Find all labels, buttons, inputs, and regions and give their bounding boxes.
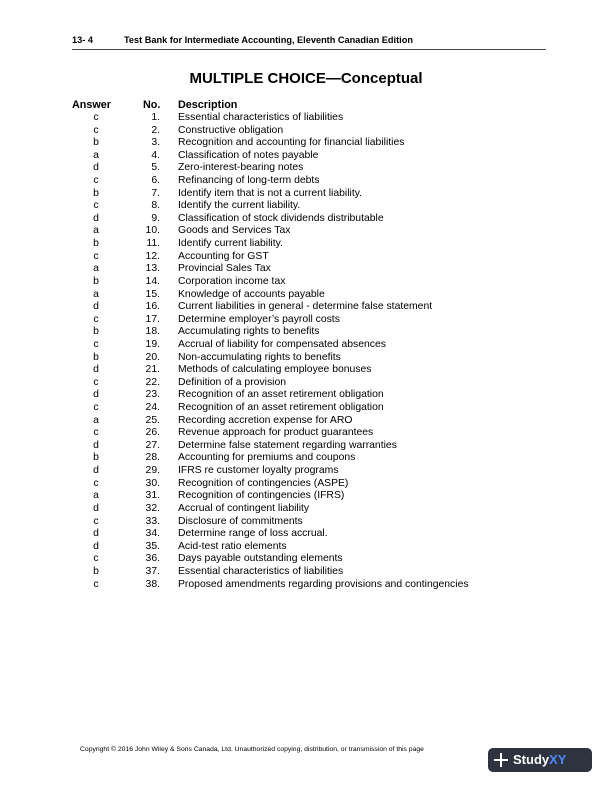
- description-cell: Essential characteristics of liabilities: [178, 565, 344, 577]
- question-row: [0, 125, 612, 138]
- answer-cell: c: [93, 553, 99, 565]
- question-row: [0, 352, 612, 365]
- page-number: 13- 4: [72, 35, 93, 45]
- answer-cell: d: [93, 301, 99, 313]
- question-row: [0, 364, 612, 377]
- question-number-cell: 13.: [145, 263, 160, 275]
- description-cell: Disclosure of commitments: [178, 515, 303, 527]
- question-row: [0, 465, 612, 478]
- description-cell: Accounting for GST: [178, 250, 269, 262]
- description-cell: Classification of stock dividends distributable: [178, 212, 384, 224]
- question-number-cell: 2.: [151, 124, 160, 136]
- answer-cell: d: [93, 502, 99, 514]
- description-cell: Accrual of liability for compensated absences: [178, 338, 386, 350]
- question-number-cell: 38.: [145, 578, 160, 590]
- question-number-cell: 19.: [145, 338, 160, 350]
- description-cell: Recognition of contingencies (IFRS): [178, 490, 345, 502]
- answer-cell: d: [93, 528, 99, 540]
- answer-cell: c: [93, 427, 99, 439]
- question-number-cell: 14.: [145, 275, 160, 287]
- number-column-header: No.: [143, 99, 161, 111]
- description-cell: IFRS re customer loyalty programs: [178, 465, 339, 477]
- description-cell: Recognition of contingencies (ASPE): [178, 477, 349, 489]
- question-row: [0, 478, 612, 491]
- question-row: [0, 553, 612, 566]
- question-number-cell: 28.: [145, 452, 160, 464]
- question-row: [0, 415, 612, 428]
- answer-cell: c: [93, 578, 99, 590]
- answer-cell: d: [93, 439, 99, 451]
- description-cell: Non-accumulating rights to benefits: [178, 351, 341, 363]
- question-number-cell: 35.: [145, 540, 160, 552]
- question-row: [0, 452, 612, 465]
- answer-cell: d: [93, 540, 99, 552]
- question-row: [0, 200, 612, 213]
- description-cell: Proposed amendments regarding provisions and contingencies: [178, 578, 469, 590]
- description-cell: Recognition of an asset retirement obligation: [178, 389, 384, 401]
- question-row: [0, 427, 612, 440]
- description-cell: Identify the current liability.: [178, 200, 301, 212]
- question-list: [0, 112, 612, 591]
- question-number-cell: 18.: [145, 326, 160, 338]
- book-title: Test Bank for Intermediate Accounting, Eleventh Canadian Edition: [124, 35, 413, 45]
- question-number-cell: 10.: [145, 225, 160, 237]
- question-row: [0, 566, 612, 579]
- brand-text-xy: XY: [549, 752, 567, 767]
- description-cell: Determine range of loss accrual.: [178, 528, 328, 540]
- description-cell: Refinancing of long-term debts: [178, 175, 320, 187]
- answer-cell: d: [93, 389, 99, 401]
- answer-cell: a: [93, 263, 99, 275]
- question-number-cell: 21.: [145, 364, 160, 376]
- description-cell: Recording accretion expense for ARO: [178, 414, 353, 426]
- question-row: [0, 516, 612, 529]
- question-number-cell: 33.: [145, 515, 160, 527]
- answer-cell: c: [93, 124, 99, 136]
- copyright-footer: Copyright © 2016 John Wiley & Sons Canada, Ltd. Unauthorized copying, distribution, or transmission of this page: [80, 746, 424, 753]
- question-row: [0, 289, 612, 302]
- answer-cell: b: [93, 137, 99, 149]
- question-number-cell: 26.: [145, 427, 160, 439]
- question-row: [0, 579, 612, 592]
- answer-cell: b: [93, 565, 99, 577]
- question-number-cell: 17.: [145, 313, 160, 325]
- question-row: [0, 440, 612, 453]
- question-number-cell: 37.: [145, 565, 160, 577]
- question-number-cell: 24.: [145, 402, 160, 414]
- answer-cell: b: [93, 275, 99, 287]
- question-number-cell: 16.: [145, 301, 160, 313]
- question-row: [0, 162, 612, 175]
- answer-cell: b: [93, 326, 99, 338]
- question-number-cell: 36.: [145, 553, 160, 565]
- answer-cell: d: [93, 364, 99, 376]
- question-row: [0, 490, 612, 503]
- section-title: MULTIPLE CHOICE—Conceptual: [189, 70, 423, 87]
- description-cell: Current liabilities in general - determine false statement: [178, 301, 433, 313]
- description-cell: Acid-test ratio elements: [178, 540, 287, 552]
- description-cell: Goods and Services Tax: [178, 225, 291, 237]
- answer-cell: d: [93, 162, 99, 174]
- question-number-cell: 7.: [151, 187, 160, 199]
- question-number-cell: 34.: [145, 528, 160, 540]
- question-number-cell: 31.: [145, 490, 160, 502]
- question-row: [0, 389, 612, 402]
- answer-cell: c: [93, 338, 99, 350]
- description-cell: Corporation income tax: [178, 275, 286, 287]
- question-number-cell: 1.: [151, 112, 160, 123]
- description-cell: Recognition and accounting for financial liabilities: [178, 137, 405, 149]
- description-column-header: Description: [178, 99, 238, 111]
- question-row: [0, 314, 612, 327]
- answer-cell: c: [93, 175, 99, 187]
- answer-cell: b: [93, 187, 99, 199]
- description-cell: Constructive obligation: [178, 124, 284, 136]
- description-cell: Determine false statement regarding warranties: [178, 439, 397, 451]
- question-row: [0, 301, 612, 314]
- question-number-cell: 6.: [151, 175, 160, 187]
- question-row: [0, 137, 612, 150]
- question-number-cell: 9.: [151, 212, 160, 224]
- answer-cell: c: [93, 477, 99, 489]
- description-cell: Provincial Sales Tax: [178, 263, 271, 275]
- answer-cell: b: [93, 351, 99, 363]
- question-row: [0, 541, 612, 554]
- question-row: [0, 213, 612, 226]
- studyxy-badge[interactable]: [488, 748, 592, 772]
- answer-cell: a: [93, 490, 99, 502]
- answer-cell: c: [93, 112, 99, 123]
- answer-cell: c: [93, 376, 99, 388]
- description-cell: Recognition of an asset retirement obligation: [178, 402, 384, 414]
- description-cell: Zero-interest-bearing notes: [178, 162, 304, 174]
- description-cell: Definition of a provision: [178, 376, 287, 388]
- question-row: [0, 263, 612, 276]
- page-header: [72, 35, 546, 50]
- question-row: [0, 150, 612, 163]
- question-row: [0, 377, 612, 390]
- question-row: [0, 326, 612, 339]
- answer-cell: b: [93, 238, 99, 250]
- question-row: [0, 528, 612, 541]
- question-row: [0, 188, 612, 201]
- answer-cell: b: [93, 452, 99, 464]
- answer-cell: c: [93, 515, 99, 527]
- question-row: [0, 402, 612, 415]
- question-number-cell: 22.: [145, 376, 160, 388]
- description-cell: Essential characteristics of liabilities: [178, 112, 344, 123]
- question-row: [0, 503, 612, 516]
- question-number-cell: 30.: [145, 477, 160, 489]
- question-row: [0, 112, 612, 125]
- question-number-cell: 32.: [145, 502, 160, 514]
- question-number-cell: 11.: [146, 238, 160, 250]
- description-cell: Accumulating rights to benefits: [178, 326, 320, 338]
- plus-icon: [494, 753, 508, 767]
- answer-cell: c: [93, 402, 99, 414]
- question-row: [0, 276, 612, 289]
- answer-cell: a: [93, 288, 99, 300]
- description-cell: Accounting for premiums and coupons: [178, 452, 356, 464]
- brand-text-study: Study: [513, 752, 550, 767]
- question-number-cell: 25.: [145, 414, 160, 426]
- question-row: [0, 175, 612, 188]
- question-number-cell: 29.: [145, 465, 160, 477]
- question-number-cell: 3.: [151, 137, 160, 149]
- description-cell: Days payable outstanding elements: [178, 553, 343, 565]
- answer-cell: c: [93, 200, 99, 212]
- question-number-cell: 8.: [151, 200, 160, 212]
- question-number-cell: 27.: [145, 439, 160, 451]
- description-cell: Revenue approach for product guarantees: [178, 427, 374, 439]
- answer-cell: c: [93, 250, 99, 262]
- question-number-cell: 15.: [145, 288, 160, 300]
- question-number-cell: 12.: [145, 250, 160, 262]
- answer-cell: d: [93, 465, 99, 477]
- answer-cell: a: [93, 149, 99, 161]
- question-number-cell: 20.: [145, 351, 160, 363]
- description-cell: Accrual of contingent liability: [178, 502, 310, 514]
- description-cell: Determine employer’s payroll costs: [178, 313, 340, 325]
- question-number-cell: 5.: [151, 162, 160, 174]
- answer-cell: a: [93, 225, 99, 237]
- description-cell: Identify current liability.: [178, 238, 283, 250]
- question-row: [0, 251, 612, 264]
- description-cell: Knowledge of accounts payable: [178, 288, 325, 300]
- question-number-cell: 23.: [145, 389, 160, 401]
- answer-cell: c: [93, 313, 99, 325]
- question-row: [0, 238, 612, 251]
- description-cell: Methods of calculating employee bonuses: [178, 364, 372, 376]
- description-cell: Identify item that is not a current liability.: [178, 187, 363, 199]
- description-cell: Classification of notes payable: [178, 149, 319, 161]
- question-row: [0, 225, 612, 238]
- answer-cell: a: [93, 414, 99, 426]
- answer-column-header: Answer: [72, 99, 112, 111]
- answer-cell: d: [93, 212, 99, 224]
- question-row: [0, 339, 612, 352]
- question-number-cell: 4.: [151, 149, 160, 161]
